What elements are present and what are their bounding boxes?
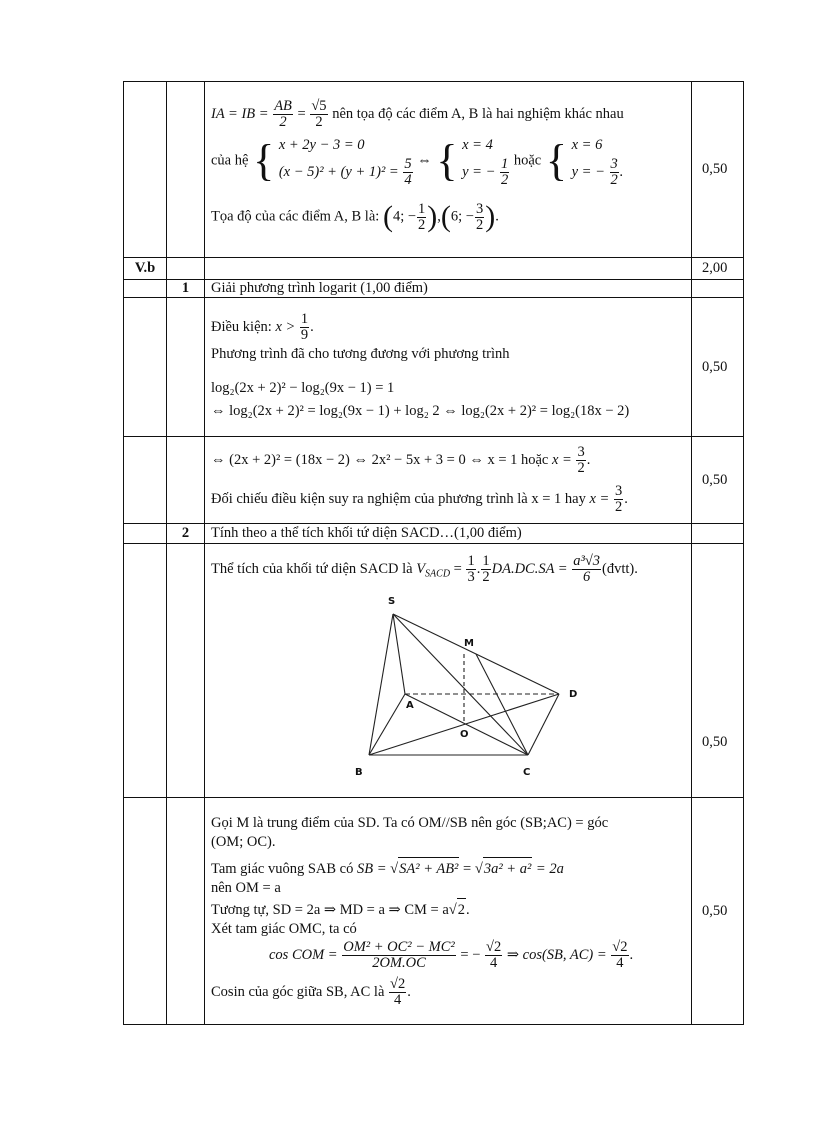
math-text: cos COM =: [269, 947, 338, 964]
cell-number: [167, 544, 205, 798]
radicand: 3a² + a²: [483, 857, 532, 880]
text-line: Xét tam giác OMC, ta có: [211, 921, 357, 938]
fraction: [300, 312, 309, 343]
fraction: $\frac{1}{2}$: [418, 200, 426, 233]
cell-score: [692, 280, 744, 298]
solution-2: x = 6 y = − $\frac{3}{2}$ .: [571, 136, 624, 188]
fraction: [310, 99, 327, 130]
segment-mc: [476, 654, 528, 755]
denominator: 2: [315, 113, 323, 130]
label-b: B: [355, 767, 363, 778]
radicand: 2: [457, 898, 466, 921]
math-text: = 2a: [535, 860, 564, 877]
conclusion-line: Đối chiếu điều kiện suy ra nghiệm của phương trình là x = 1 hay x = $\frac{3}{2}$ .: [211, 483, 628, 515]
text: Thể tích của khối tứ diện SACD là: [211, 560, 413, 577]
edge-sa: [393, 614, 405, 694]
math-text: ⇒ cos(SB, AC) =: [506, 947, 607, 964]
equation-line: log₂(2x + 2)² − log₂(9x − 1) = 1: [211, 380, 395, 397]
math-text: x >: [275, 318, 296, 335]
numerator: √5: [311, 97, 327, 114]
cell-content: [205, 544, 692, 798]
volume-line: Thể tích của khối tứ diện SACD là $V_{SACD}$ = $\frac{1}{3}$ . $\frac{1}{2}$ DA.DC.SA = $\frac{\text{a³√3}}{6}$ (đvtt).: [211, 553, 638, 585]
math-text: DA.DC.SA =: [491, 560, 568, 577]
math-text: x =: [552, 451, 572, 468]
numerator: 1: [482, 553, 490, 569]
denominator: 9: [300, 326, 309, 343]
text-line: nên OM = a: [211, 880, 281, 897]
pyramid-figure: [251, 591, 721, 778]
point-b: 6; −: [450, 208, 474, 225]
solution-y: y = −: [462, 163, 496, 180]
fraction: [610, 157, 619, 188]
math-text: x =: [589, 490, 610, 507]
denominator: 2OM.OC: [372, 955, 426, 972]
fraction: [389, 977, 406, 1008]
line-coordinates: Tọa độ của các điểm A, B là: (4; − $\frac{1}{2}$ ),(6; − $\frac{3}{2}$ ).: [211, 199, 499, 233]
cell-number: [167, 82, 205, 258]
line-ia-ib: IA = IB = $\frac{AB}{2}$ = $\frac{√5}{2}$ nên tọa độ các điểm A, B là hai nghiệm khác nhau: [211, 97, 624, 130]
equation-line: ⇔ (2x + 2)² = (18x − 2) ⇔ 2x² − 5x + 3 = 0 ⇔ x = 1 hoặc x = $\frac{3}{2}$ .: [211, 444, 591, 476]
cell-part: [124, 298, 167, 437]
numerator: √2: [390, 976, 406, 993]
fraction: [466, 554, 475, 585]
text-line: Gọi M là trung điểm của SD. Ta có OM//SB nên góc (SB;AC) = góc: [211, 814, 609, 831]
text: hoặc: [513, 152, 542, 169]
cell-score: 2,00: [692, 258, 744, 280]
table-row: [124, 524, 744, 544]
cm-line: Tương tự, SD = 2a ⇒ MD = a ⇒ CM = a√2.: [211, 898, 691, 921]
numerator: √2: [612, 939, 628, 956]
denominator: 2: [610, 171, 618, 188]
cosine-conclusion: [211, 977, 691, 1008]
text: Đối chiếu điều kiện suy ra nghiệm của phương trình là x = 1 hay: [211, 490, 586, 507]
cell-number: [167, 258, 205, 280]
fraction: [342, 940, 456, 971]
cell-part: [124, 437, 167, 524]
fraction: $\frac{3}{2}$: [476, 200, 484, 233]
math-text: IA = IB =: [211, 105, 269, 122]
cell-number: [167, 798, 205, 1025]
denominator: 4: [616, 955, 624, 972]
table-row: [124, 798, 744, 1025]
cell-content: [205, 798, 692, 1025]
part-label: V.b: [124, 258, 167, 280]
label-s: S: [388, 596, 396, 607]
text: .: [465, 901, 470, 918]
equation-2: (x − 5)² + (y + 1)² =: [278, 163, 399, 180]
solution-1: [462, 134, 510, 188]
numerator: 3: [577, 444, 585, 460]
text: ⇔ (2x + 2)² = (18x − 2) ⇔ 2x² − 5x + 3 = 0 ⇔ x = 1 hoặc: [211, 451, 549, 468]
text: Cosin của góc giữa SB, AC là: [211, 984, 385, 1001]
denominator: 4: [490, 955, 498, 972]
numerator: 1: [467, 553, 475, 569]
label-o: O: [460, 729, 469, 740]
table-row: [124, 437, 744, 524]
cell-part: [124, 280, 167, 298]
sb-line: Tam giác vuông SAB có SB = √SA² + AB² = √3a² + a² = 2a: [211, 857, 691, 880]
numerator: AB: [274, 97, 292, 114]
numerator: 3: [610, 155, 618, 172]
numerator: OM² + OC² − MC²: [343, 939, 455, 956]
equation-system: [279, 134, 414, 188]
cell-score: 0,50: [692, 798, 744, 1025]
denominator: 4: [394, 992, 402, 1009]
math-text: =: [463, 860, 472, 877]
cell-number: [167, 298, 205, 437]
fraction: [485, 940, 502, 971]
radicand: SA² + AB²: [398, 857, 459, 880]
table-row: [124, 82, 744, 258]
cell-content: [205, 437, 692, 524]
math-text: SB =: [356, 860, 387, 877]
numerator: 1: [300, 310, 309, 327]
cell-score: 0,50: [692, 437, 744, 524]
text: nên tọa độ các điểm A, B là hai nghiệm khác nhau: [332, 105, 624, 122]
denominator: 2: [500, 171, 509, 188]
text: .: [407, 984, 411, 1001]
text: Điều kiện:: [211, 318, 272, 335]
answer-table: [123, 81, 744, 1025]
cell-number: [167, 437, 205, 524]
text-line: (OM; OC).: [211, 834, 276, 851]
solution-y: y = −: [571, 163, 605, 180]
line-system: của hệ { x + 2y − 3 = 0 (x − 5)² + (y + 1)² = $\frac{5}{4}$ ⇔ { x = 4 y = − $\frac{1}{2}$ hoặc { x = 6 y = − $\frac{3}{2}$ .: [211, 134, 691, 188]
table-row: [124, 258, 744, 280]
denominator: 2: [577, 460, 585, 476]
text: .: [629, 947, 634, 964]
numerator: 3: [614, 483, 623, 499]
numerator: 5: [404, 155, 412, 172]
fraction: [576, 445, 585, 476]
left-brace: {: [545, 135, 567, 185]
cell-part: [124, 798, 167, 1025]
equation-1: x + 2y − 3 = 0: [278, 136, 365, 153]
denominator: 3: [467, 569, 475, 585]
cos-line: [211, 940, 691, 971]
text: (đvtt).: [602, 560, 638, 577]
denominator: 2: [614, 499, 623, 515]
diagonal-ac: [405, 694, 528, 755]
equation-line: ⇔ log₂(2x + 2)² = log₂(9x − 1) + log₂ 2 ⇔ log₂(2x + 2)² = log₂(18x − 2): [211, 402, 630, 419]
left-brace: {: [436, 135, 458, 185]
solution-x: x = 6: [571, 136, 603, 153]
numerator: 1: [500, 155, 509, 172]
cell-score: [692, 524, 744, 544]
label-a: A: [406, 700, 414, 711]
denominator: 2: [279, 113, 287, 130]
table-row: [124, 298, 744, 437]
math-text: = −: [460, 947, 481, 964]
fraction: [500, 157, 509, 188]
cell-part: [124, 524, 167, 544]
cell-score: 0,50: [692, 82, 744, 258]
text: Tọa độ của các điểm A, B là:: [211, 208, 380, 225]
text: Tam giác vuông SAB có: [211, 860, 354, 877]
label-c: C: [523, 767, 531, 778]
question-number: 1: [167, 280, 205, 298]
cell-score: 0,50: [692, 298, 744, 437]
table-row: [124, 280, 744, 298]
cell-score: 0,50: [692, 544, 744, 798]
cell-content: [205, 82, 692, 258]
denominator: 4: [404, 171, 412, 188]
question-title: Tính theo a thể tích khối tứ diện SACD…(1,00 điểm): [205, 524, 692, 544]
solution-x: x = 4: [462, 136, 493, 153]
label-m: M: [464, 638, 474, 649]
left-brace: {: [253, 135, 275, 185]
numerator: a³√3: [573, 553, 601, 569]
text: Tương tự, SD = 2a ⇒ MD = a ⇒ CM = a: [211, 901, 449, 918]
cell-part: [124, 544, 167, 798]
label-d: D: [569, 689, 578, 700]
edge-cd: [528, 694, 559, 755]
fraction: [611, 940, 628, 971]
fraction: [572, 554, 601, 585]
denominator: 6: [583, 569, 591, 585]
fraction: [481, 554, 490, 585]
point-a: 4; −: [392, 208, 417, 225]
cell-content: [205, 298, 692, 437]
subscript: SACD: [425, 568, 451, 580]
line-condition: Điều kiện: x > $\frac{1}{9}$ .: [211, 310, 314, 343]
text: của hệ: [211, 152, 249, 169]
cell-content: [205, 258, 692, 280]
cell-part: [124, 82, 167, 258]
fraction: [403, 157, 412, 188]
fraction: [614, 484, 623, 515]
question-number: 2: [167, 524, 205, 544]
numerator: √2: [486, 939, 502, 956]
denominator: 2: [482, 569, 490, 585]
table-row: [124, 544, 744, 798]
text-line: Phương trình đã cho tương đương với phương trình: [211, 345, 510, 362]
question-title: Giải phương trình logarit (1,00 điểm): [205, 280, 692, 298]
fraction: [273, 99, 293, 130]
math-text: V: [416, 560, 426, 577]
